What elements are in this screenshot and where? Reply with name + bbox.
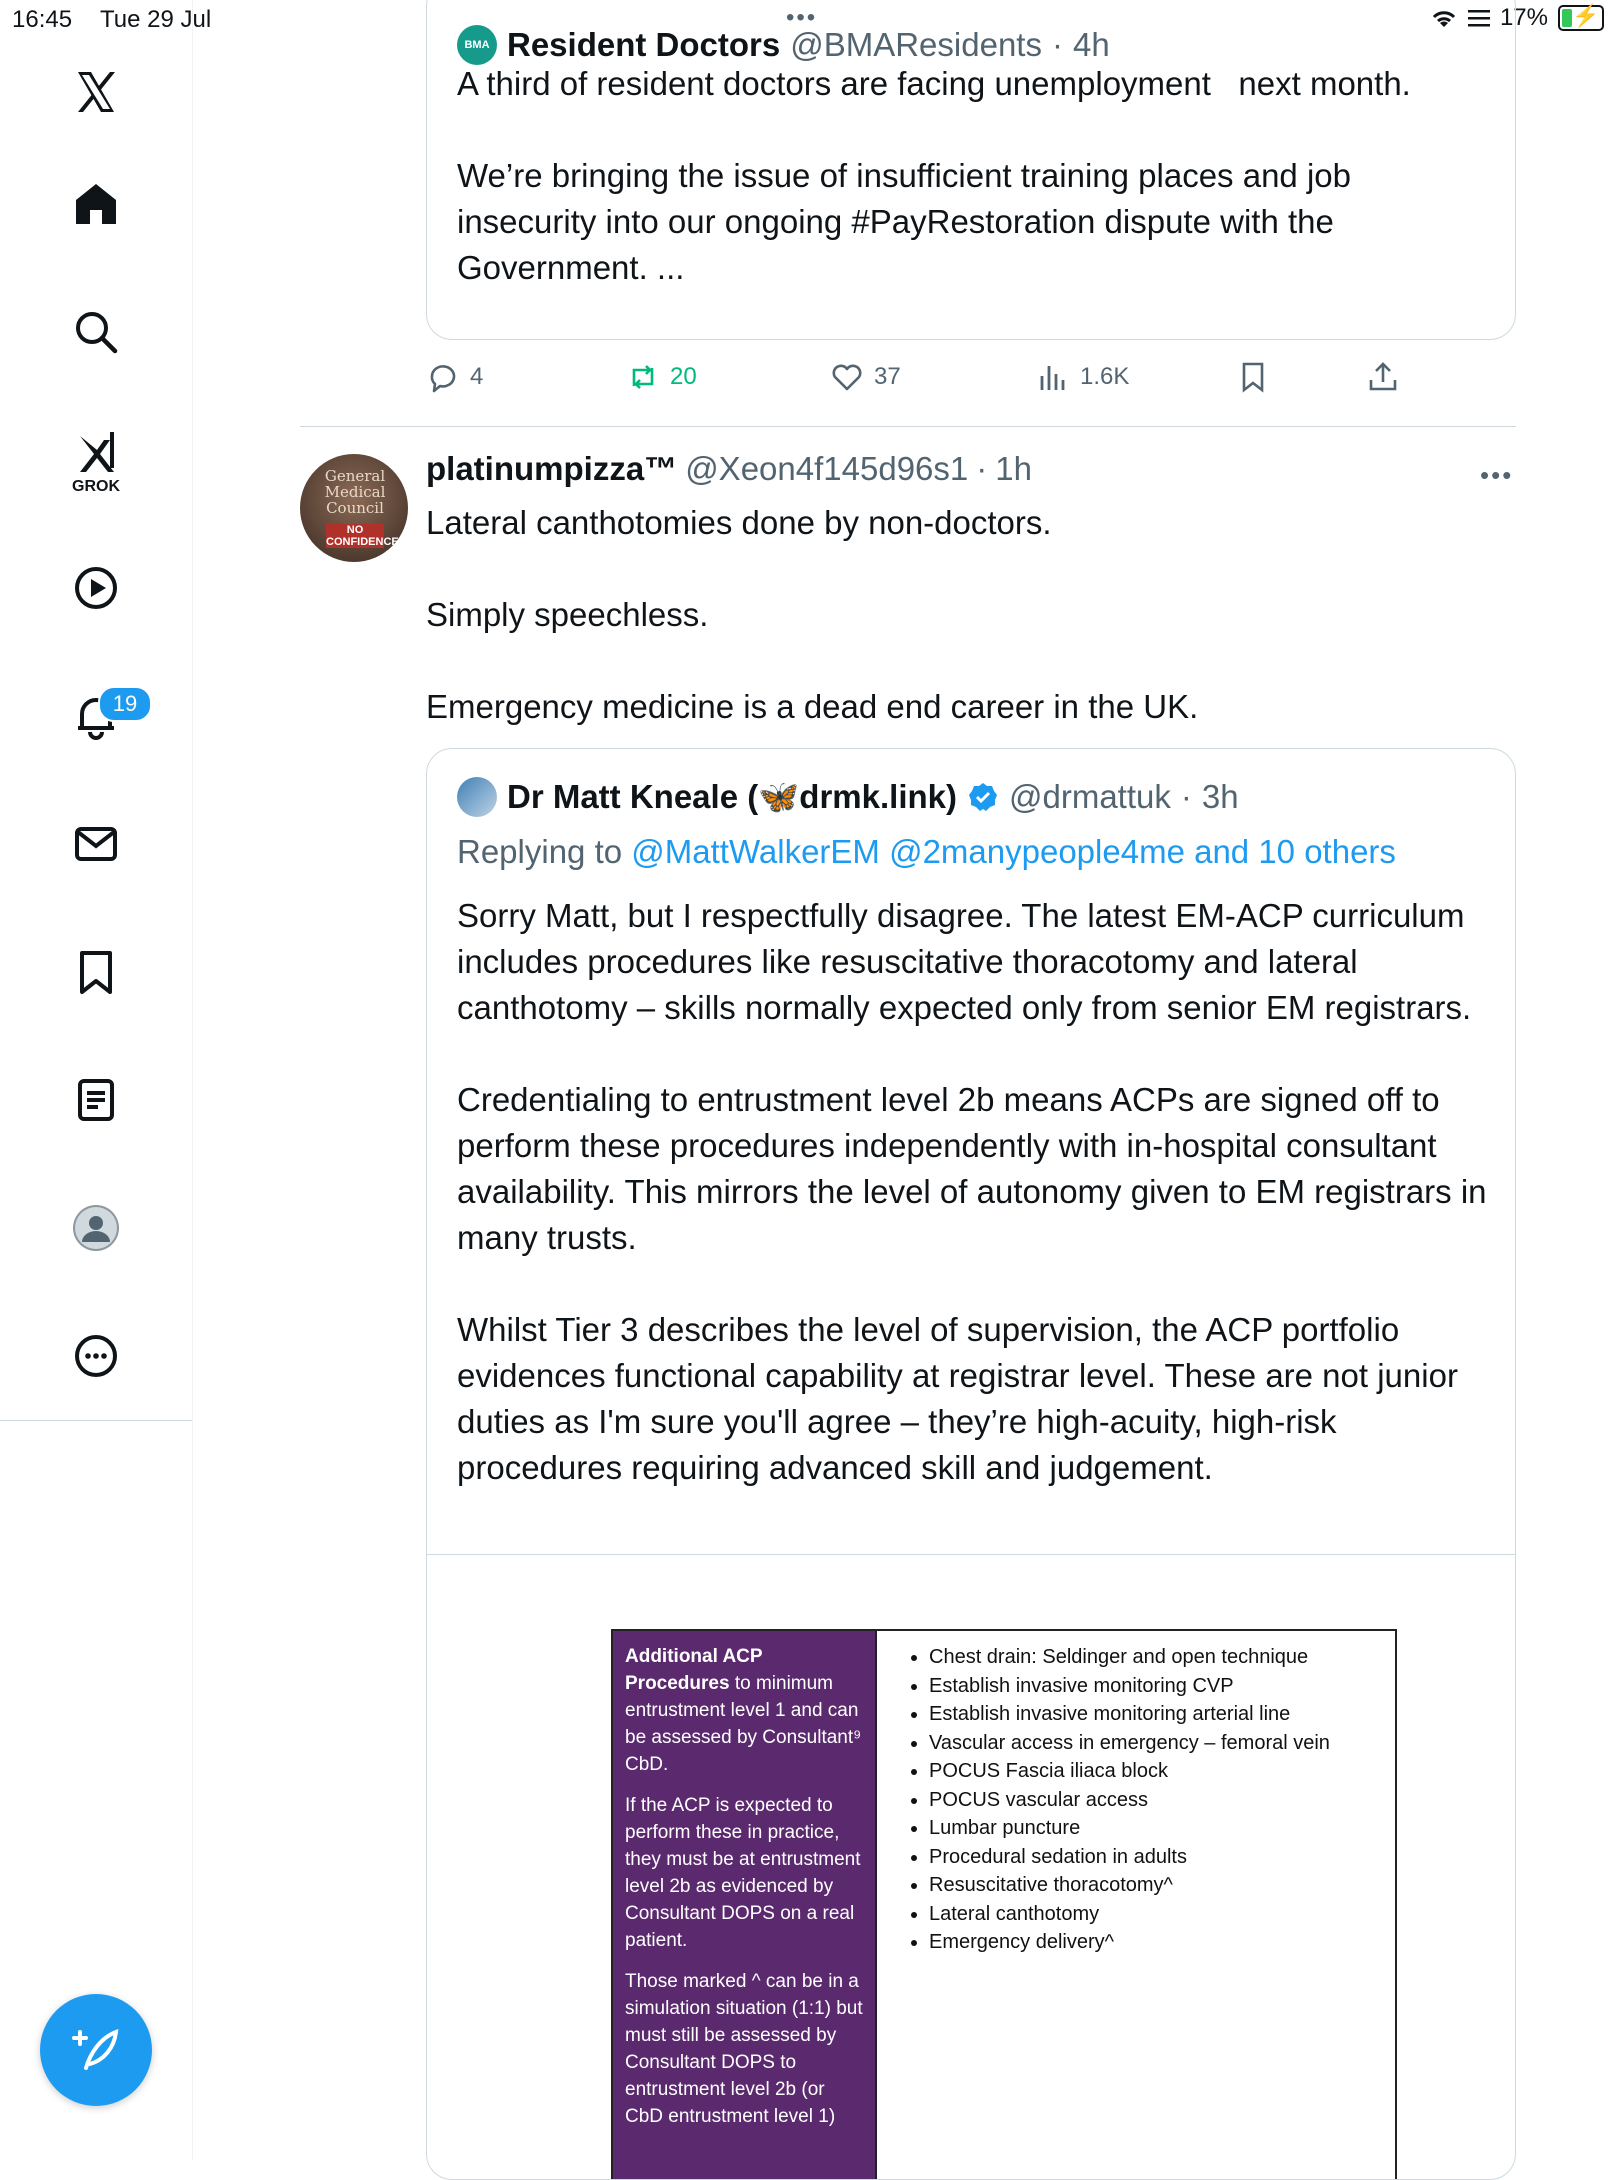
search-icon[interactable] [60,296,132,368]
verified-badge-icon [967,781,999,813]
media-divider [427,1554,1515,1555]
procedure-item: • Vascular access in emergency – femoral vein [929,1729,1381,1758]
battery-icon: ⚡ [1558,5,1604,31]
doc-p1-rest: to minimum entrustment level 1 and can be assessed by Consultant⁹ CbD. [625,1673,862,1775]
replying-prefix: Replying to [457,833,623,870]
document-left-column [613,1631,877,2180]
grok-label: GROK [72,478,120,495]
reply-icon [426,360,460,394]
quoted-tweet-header [457,25,1110,65]
multitasking-dots-icon[interactable]: ••• [786,4,818,31]
procedure-item: • POCUS Fascia iliaca block [929,1757,1381,1786]
status-date: Tue 29 Jul [100,6,212,33]
like-button[interactable] [830,360,901,394]
nav-divider [0,1420,192,1421]
more-options-icon[interactable] [60,1320,132,1392]
quoted-tweet-card[interactable] [426,0,1516,340]
procedure-item: • Lumbar puncture [929,1814,1381,1843]
like-count: 37 [874,363,901,390]
quoted-author-name-2[interactable]: Dr Matt Kneale (🦋drmk.link) [507,777,957,815]
share-button[interactable] [1366,360,1400,394]
procedure-item: • Procedural sedation in adults [929,1843,1381,1872]
bookmark-button[interactable] [1236,360,1270,394]
procedure-item: • Establish invasive monitoring CVP [929,1672,1381,1701]
repost-button[interactable] [626,360,697,394]
compose-feather-icon [70,2024,122,2076]
doc-paragraph-2: If the ACP is expected to perform these in practice, they must be at entrustment level 2b as evidenced by Consultant DOPS on a real patient. [625,1795,861,1951]
bookmarks-icon[interactable] [60,936,132,1008]
doc-paragraph-1 [625,1643,863,1778]
procedure-item: • Establish invasive monitoring arterial line [929,1700,1381,1729]
battery-percent: 17% [1499,4,1548,31]
attached-document-image[interactable] [611,1629,1397,2180]
heart-icon [830,360,864,394]
quoted-avatar[interactable]: BMA [457,25,497,65]
quoted-tweet-2-header [457,777,1239,817]
quoted-tweet-2-text: Sorry Matt, but I respectfully disagree. The latest EM-ACP curriculum includes procedures like resuscitative thoracotomy and lateral canthotomy – skills normally expected only from senior EM registrars. Credentialing to entrustment level 2b means ACPs are signed off to perform these procedures independently with in-hospital consultant availability. This mirrors the level of autonomy given to EM registrars in many trusts. Whilst Tier 3 describes the level of supervision, the ACP portfolio evidences functional capability at registrar level. These are not junior duties as I'm sure you'll agree – they’re high-acuity, high-risk procedures requiring advanced skill and judgement. [457,897,1487,1486]
tweet-text: Lateral canthotomies done by non-doctors. Simply speechless. Emergency medicine is a dead end career in the UK. [426,504,1199,725]
avatar-badge: NO CONFIDENCE [326,524,399,548]
reply-count: 4 [470,363,484,390]
notifications-badge: 19 [98,686,152,722]
procedure-item: • Chest drain: Seldinger and open technique [929,1643,1381,1672]
document-procedure-list [877,1631,1395,2180]
share-icon [1366,360,1400,394]
x-logo-icon[interactable] [60,56,132,128]
views-button[interactable] [1036,360,1129,394]
replying-to [457,833,1396,871]
quoted-author-handle[interactable]: @BMAResidents [790,26,1042,63]
video-icon[interactable] [60,552,132,624]
reply-button[interactable] [426,360,483,394]
profile-avatar-icon[interactable] [60,1192,132,1264]
views-icon [1036,360,1070,394]
quoted-tweet-time[interactable]: 4h [1072,26,1110,63]
doc-p1-bold: Additional ACP Procedures [625,1646,763,1694]
procedure-item: • Lateral canthotomy [929,1900,1381,1929]
tweet-header [426,450,1032,488]
header-separator: · [1180,778,1192,815]
quoted-tweet-card-2[interactable] [426,748,1516,2180]
replying-to-links[interactable]: @MattWalkerEM @2manypeople4me and 10 others [631,833,1396,870]
author-handle[interactable]: @Xeon4f145d96s1 [685,450,969,487]
quoted-author-handle-2[interactable]: @drmattuk [1009,778,1171,815]
quoted-tweet-time-2[interactable]: 3h [1201,778,1239,815]
header-separator: · [1051,26,1063,63]
avatar-text: General Medical Council [324,467,386,517]
home-icon[interactable] [60,168,132,240]
views-count: 1.6K [1080,363,1130,390]
lists-icon[interactable] [60,1064,132,1136]
repost-icon [626,360,660,394]
quoted-author-name[interactable]: Resident Doctors [507,26,781,63]
procedure-item: • POCUS vascular access [929,1786,1381,1815]
tweet-time[interactable]: 1h [995,450,1032,487]
author-name[interactable]: platinumpizza™ [426,450,678,487]
compose-post-button[interactable] [40,1994,152,2106]
procedure-item: • Emergency delivery^ [929,1928,1381,1957]
tweet-actions-bar [426,352,1426,402]
quoted-avatar-2[interactable] [457,777,497,817]
tweet-separator [300,426,1516,427]
author-avatar[interactable] [300,454,408,562]
header-separator: · [976,450,988,487]
status-time: 16:45 [12,6,73,33]
bookmark-icon [1236,360,1270,394]
repost-count: 20 [670,363,697,390]
messages-icon[interactable] [60,808,132,880]
tweet-more-icon[interactable]: ••• [1480,460,1514,490]
procedure-item: • Resuscitative thoracotomy^ [929,1871,1381,1900]
quoted-tweet-text: A third of resident doctors are facing unemployment next month. We’re bringing the issue of insufficient training places and job insecurity into our ongoing #PayRestoration dispute with the Government. ... [457,65,1411,286]
doc-paragraph-3: Those marked ^ can be in a simulation situation (1:1) but must still be assessed by Consultant DOPS to entrustment level 2b (or CbD entrustment level 1) [625,1971,863,2127]
